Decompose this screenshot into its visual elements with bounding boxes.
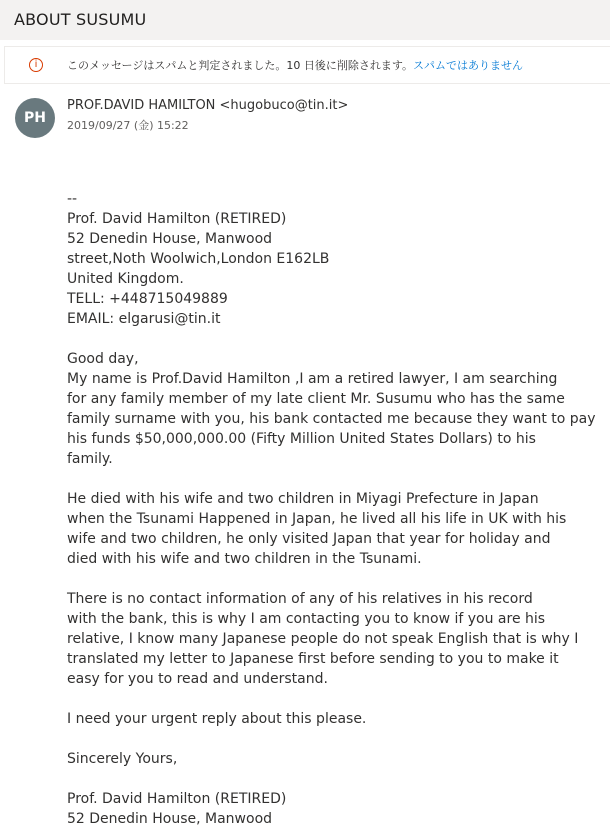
body-line: street,Noth Woolwich,London E162LB: [67, 251, 330, 267]
blank-line: [67, 329, 587, 349]
not-spam-link[interactable]: スパムではありません: [412, 59, 523, 72]
email-body: [67, 189, 596, 829]
sent-date: 2019/09/27 (金) 15:22: [67, 119, 189, 132]
body-line: Sincerely Yours,: [67, 751, 178, 767]
body-line: family.: [67, 451, 113, 467]
email-subject: ABOUT SUSUMU: [14, 10, 147, 29]
body-line: EMAIL: elgarusi@tin.it: [67, 311, 221, 327]
body-line: relative, I know many Japanese people do not speak English that is why I: [67, 631, 579, 647]
body-line: --: [67, 191, 78, 207]
body-line: I need your urgent reply about this please.: [67, 711, 367, 727]
body-line: United Kingdom.: [67, 271, 184, 287]
body-line: wife and two children, he only visited Japan that year for holiday and: [67, 531, 551, 547]
blank-line: [67, 769, 587, 789]
body-line: He died with his wife and two children in Miyagi Prefecture in Japan: [67, 491, 539, 507]
spam-notice-message: このメッセージはスパムと判定されました。10 日後に削除されます。: [67, 59, 413, 72]
subject-header: [0, 0, 610, 40]
blank-line: [67, 689, 587, 709]
body-line: with the bank, this is why I am contacting you to know if you are his: [67, 611, 546, 627]
body-line: when the Tsunami Happened in Japan, he lived all his life in UK with his: [67, 511, 567, 527]
body-line: Good day,: [67, 351, 139, 367]
spam-notice-text: [67, 58, 523, 74]
sender-name-email[interactable]: PROF.DAVID HAMILTON <hugobuco@tin.it>: [67, 98, 349, 113]
body-line: There is no contact information of any of his relatives in his record: [67, 591, 533, 607]
body-line: translated my letter to Japanese first before sending to you to make it: [67, 651, 559, 667]
body-line: died with his wife and two children in the Tsunami.: [67, 551, 422, 567]
body-line: TELL: +448715049889: [67, 291, 228, 307]
blank-line: [67, 469, 587, 489]
body-line: easy for you to read and understand.: [67, 671, 328, 687]
body-line: My name is Prof.David Hamilton ,I am a retired lawyer, I am searching: [67, 371, 558, 387]
body-line: Prof. David Hamilton (RETIRED): [67, 791, 287, 807]
body-line: his funds $50,000,000.00 (Fifty Million United States Dollars) to his: [67, 431, 536, 447]
body-line: for any family member of my late client Mr. Susumu who has the same: [67, 391, 565, 407]
body-line: 52 Denedin House, Manwood: [67, 811, 273, 827]
body-line: 52 Denedin House, Manwood: [67, 231, 273, 247]
spam-notice-bar: [4, 46, 610, 84]
info-circle-icon: i: [29, 58, 43, 72]
avatar[interactable]: PH: [15, 98, 55, 138]
body-line: family surname with you, his bank contacted me because they want to pay: [67, 411, 596, 427]
blank-line: [67, 569, 587, 589]
blank-line: [67, 729, 587, 749]
body-line: Prof. David Hamilton (RETIRED): [67, 211, 287, 227]
